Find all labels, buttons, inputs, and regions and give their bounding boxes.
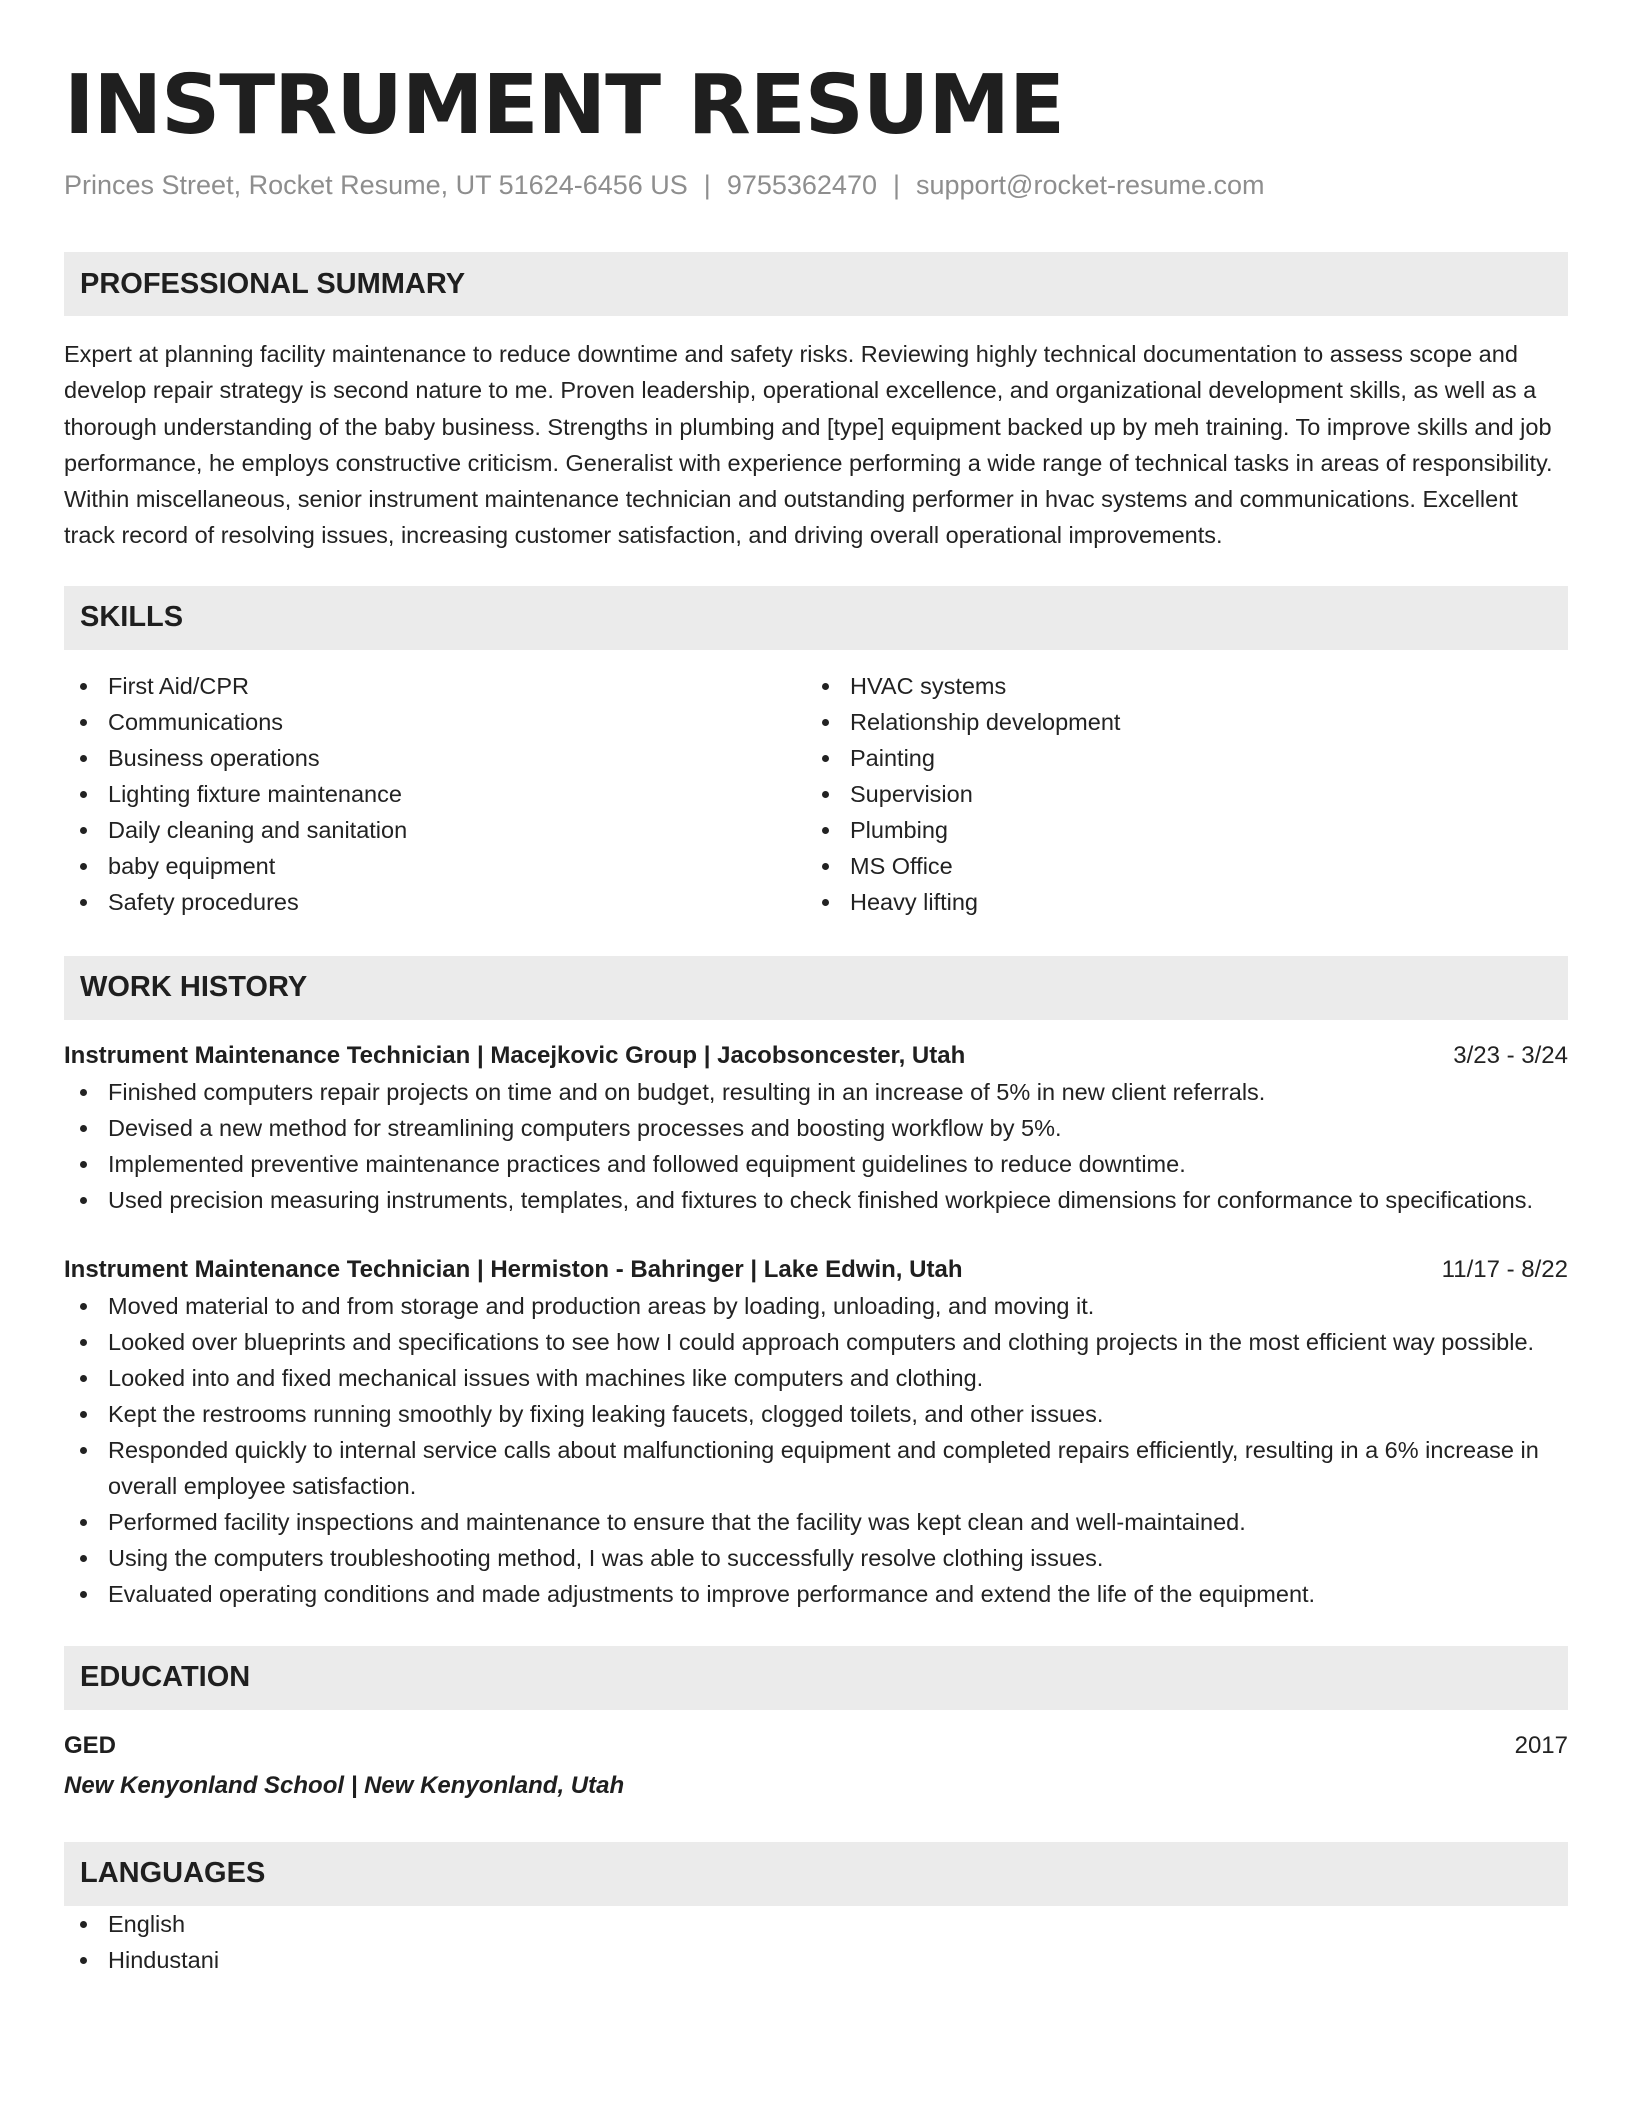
- section-header-languages: [64, 1842, 1568, 1906]
- education-header: [64, 1728, 1568, 1764]
- skill-item: Lighting fixture maintenance: [64, 776, 806, 812]
- contact-separator: |: [703, 170, 711, 200]
- section-title: SKILLS: [80, 601, 184, 634]
- job-dates: 3/23 - 3/24: [1453, 1041, 1568, 1069]
- skill-item: Heavy lifting: [806, 884, 1548, 920]
- summary-paragraph: Expert at planning facility maintenance to reduce downtime and safety risks. Reviewing highly technical documentation to assess scope and develop repair strategy is second nature to me. Proven leadership, operational excellence, and organizational development skills, as well as a thorough understanding of the baby business. Strengths in plumbing and [type] equipment backed up by meh training. To improve skills and job performance, he employs constructive criticism. Generalist with experience performing a wide range of technical tasks in areas of responsibility. Within miscellaneous, senior instrument maintenance technician and outstanding performer in hvac systems and communications. Excellent track record of resolving issues, increasing customer satisfaction, and driving overall operational improvements.: [64, 341, 1553, 549]
- job-bullet-list: [64, 1288, 1568, 1612]
- job-bullet: Looked over blueprints and specifications to see how I could approach computers and clothing projects in the most efficient way possible.: [64, 1324, 1568, 1360]
- job-bullet: Kept the restrooms running smoothly by fixing leaking faucets, clogged toilets, and other issues.: [64, 1396, 1568, 1432]
- job-bullet: Moved material to and from storage and production areas by loading, unloading, and moving it.: [64, 1288, 1568, 1324]
- skill-item: Business operations: [64, 740, 806, 776]
- job-bullet: Evaluated operating conditions and made adjustments to improve performance and extend the life of the equipment.: [64, 1576, 1568, 1612]
- contact-phone: 9755362470: [726, 170, 877, 200]
- section-header-skills: [64, 586, 1568, 650]
- section-title: WORK HISTORY: [80, 971, 308, 1004]
- language-item: English: [64, 1906, 1568, 1942]
- section-header-work-history: [64, 956, 1568, 1020]
- education-year: 2017: [1514, 1731, 1568, 1759]
- job-bullet: Used precision measuring instruments, templates, and fixtures to check finished workpiece dimensions for conformance to specifications.: [64, 1182, 1568, 1218]
- contact-email: support@rocket-resume.com: [916, 170, 1265, 200]
- skill-item: HVAC systems: [806, 668, 1548, 704]
- job-bullet: Devised a new method for streamlining computers processes and boosting workflow by 5%.: [64, 1110, 1568, 1146]
- skills-grid: [64, 668, 1568, 920]
- section-title: EDUCATION: [80, 1661, 251, 1694]
- skill-item: Communications: [64, 704, 806, 740]
- skill-item: First Aid/CPR: [64, 668, 806, 704]
- job-bullet: Implemented preventive maintenance practices and followed equipment guidelines to reduce downtime.: [64, 1146, 1568, 1182]
- contact-line: [64, 168, 1568, 202]
- skill-item: Daily cleaning and sanitation: [64, 812, 806, 848]
- job-title: Instrument Maintenance Technician | Macejkovic Group | Jacobsoncester, Utah: [64, 1041, 966, 1069]
- skill-item: MS Office: [806, 848, 1548, 884]
- job-bullet: Finished computers repair projects on time and on budget, resulting in an increase of 5% in new client referrals.: [64, 1074, 1568, 1110]
- contact-separator: |: [892, 170, 900, 200]
- section-title: LANGUAGES: [80, 1857, 266, 1890]
- job-bullet: Performed facility inspections and maintenance to ensure that the facility was kept clean and well-maintained.: [64, 1504, 1568, 1540]
- skills-list-left: [64, 668, 806, 920]
- section-title: PROFESSIONAL SUMMARY: [80, 267, 466, 300]
- job-bullet: Looked into and fixed mechanical issues with machines like computers and clothing.: [64, 1360, 1568, 1396]
- skill-item: Painting: [806, 740, 1548, 776]
- skill-item: Safety procedures: [64, 884, 806, 920]
- job-title: Instrument Maintenance Technician | Hermiston - Bahringer | Lake Edwin, Utah: [64, 1255, 963, 1283]
- section-header-education: [64, 1646, 1568, 1710]
- skills-column-right: [806, 668, 1548, 920]
- languages-list: [64, 1906, 1568, 1978]
- skill-item: Plumbing: [806, 812, 1548, 848]
- job-bullet-list: [64, 1074, 1568, 1218]
- skills-list-right: [806, 668, 1548, 920]
- resume-name: INSTRUMENT RESUME: [64, 58, 1064, 153]
- section-header-summary: [64, 252, 1568, 316]
- job-bullet: Responded quickly to internal service calls about malfunctioning equipment and completed repairs efficiently, resulting in a 6% increase in overall employee satisfaction.: [64, 1432, 1568, 1504]
- language-item: Hindustani: [64, 1942, 1568, 1978]
- job-bullet: Using the computers troubleshooting method, I was able to successfully resolve clothing issues.: [64, 1540, 1568, 1576]
- education-degree: GED: [64, 1731, 117, 1759]
- job-dates: 11/17 - 8/22: [1441, 1255, 1568, 1283]
- skill-item: Supervision: [806, 776, 1548, 812]
- contact-address: Princes Street, Rocket Resume, UT 51624-6456 US: [64, 170, 688, 200]
- skills-column-left: [64, 668, 806, 920]
- skill-item: Relationship development: [806, 704, 1548, 740]
- skill-item: baby equipment: [64, 848, 806, 884]
- job-header: [64, 1038, 1568, 1074]
- job-header: [64, 1252, 1568, 1288]
- education-school: New Kenyonland School | New Kenyonland, Utah: [64, 1771, 625, 1799]
